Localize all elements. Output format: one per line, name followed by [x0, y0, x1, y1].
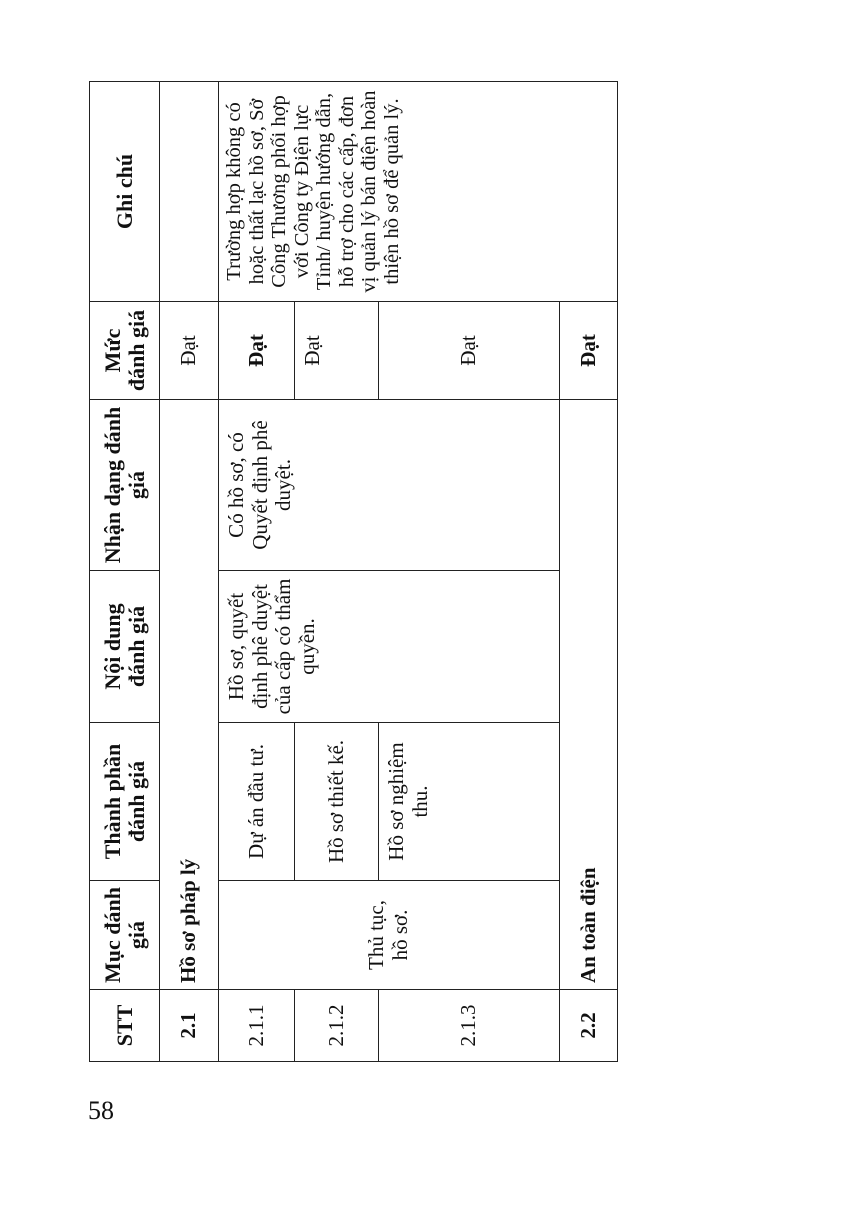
stt-2-2: 2.2 [560, 990, 618, 1062]
thanh-phan-2-1-3: Hồ sơ nghiệm thu. [379, 723, 560, 881]
stt-2-1-2: 2.1.2 [295, 990, 379, 1062]
header-stt: STT [90, 990, 160, 1062]
result-2-1-2: Đạt [295, 302, 379, 400]
header-row [90, 82, 160, 1062]
page-number: 58 [88, 1096, 114, 1125]
section-title-2-1: Hồ sơ pháp lý [160, 400, 219, 990]
result-2-1-1: Đạt [219, 302, 295, 400]
row-2-1-1 [219, 82, 295, 1062]
thanh-phan-2-1-1: Dự án đầu tư. [219, 723, 295, 881]
rotated-evaluation-table [89, 82, 617, 1062]
thanh-phan-2-1-2: Hồ sơ thiết kế. [295, 723, 379, 881]
nhan-dang-merged: Có hồ sơ, có Quyết định phê duyệt. [219, 400, 560, 571]
result-2-1: Đạt [160, 302, 219, 400]
muc-danh-gia-merged: Thủ tục, hồ sơ. [219, 881, 560, 990]
noi-dung-merged: Hồ sơ, quyết định phê duyệt của cấp có thẩm quyền. [219, 571, 560, 723]
header-ghi-chu: Ghi chú [90, 82, 160, 302]
note-2-1 [160, 82, 219, 302]
section-title-2-2: An toàn điện [560, 400, 618, 990]
header-muc-danh-gia: Mục đánh giá [90, 881, 160, 990]
header-thanh-phan: Thành phần đánh giá [90, 723, 160, 881]
evaluation-table [89, 81, 618, 1062]
result-2-2: Đạt [560, 302, 618, 400]
section-row-2-1 [160, 82, 219, 1062]
header-nhan-dang: Nhận dạng đánh giá [90, 400, 160, 571]
stt-2-1: 2.1 [160, 990, 219, 1062]
stt-2-1-1: 2.1.1 [219, 990, 295, 1062]
header-noi-dung: Nội dung đánh giá [90, 571, 160, 723]
header-muc-do: Mức đánh giá [90, 302, 160, 400]
stt-2-1-3: 2.1.3 [379, 990, 560, 1062]
ghi-chu-merged: Trường hợp không có hoặc thất lạc hồ sơ, Sở Công Thương phối hợp với Công ty Điện lực Tỉnh/ huyện hướng dẫn, hỗ trợ cho các cấp, đơn vị quản lý bán điện hoàn thiện hồ sơ để quản lý. [219, 82, 618, 302]
result-2-1-3: Đạt [379, 302, 560, 400]
